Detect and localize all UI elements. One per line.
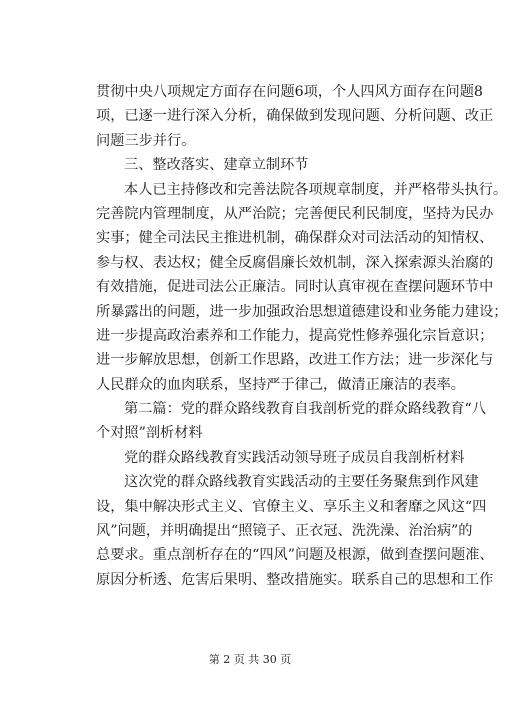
text-line: 有效措施，促进司法公正廉洁。同时认真审视在查摆问题环节中 [96,279,494,296]
text-line: 本人已主持修改和完善法院各项规章制度，并严格带头执行。 [124,181,507,198]
text-line: 所暴露出的问题，进一步加强政治思想道德建设和业务能力建设； [96,303,507,320]
text-line: 第二篇：党的群众路线教育自我剖析党的群众路线教育“八 [124,401,486,418]
text-line: 实事；健全司法民主推进机制，确保群众对司法活动的知情权、 [96,230,494,247]
text-line: 党的群众路线教育实践活动领导班子成员自我剖析材料 [124,449,465,466]
text-line: 参与权、表达权；健全反腐倡廉长效机制，深入探索源头治腐的 [96,254,494,271]
text-line: 人民群众的血肉联系，坚持严于律己，做清正廉洁的表率。 [96,376,465,393]
text-line: 个对照”剖析材料 [96,425,203,442]
text-line: 总要求。重点剖析存在的“四风”问题及根源，做到查摆问题准、 [96,547,494,564]
text-line: 问题三步并行。 [96,132,196,149]
text-line: 风”问题，并明确提出“照镜子、正衣冠、洗洗澡、治治病”的 [96,523,473,540]
text-line: 设，集中解决形式主义、官僚主义、享乐主义和奢靡之风这“四 [96,498,487,515]
text-line: 三、整改落实、建章立制环节 [124,157,309,174]
text-line: 完善院内管理制度，从严治院；完善便民利民制度，坚持为民办 [96,205,494,222]
page-footer: 第 2 页 共 30 页 [208,653,292,666]
text-line: 项，已逐一进行深入分析，确保做到发现问题、分析问题、改正 [96,108,494,125]
text-line: 原因分析透、危害后果明、整改措施实。联系自己的思想和工作 [96,571,494,588]
text-line: 进一步解放思想，创新工作思路，改进工作方法；进一步深化与 [96,352,494,369]
document-body [96,80,507,592]
text-line: 贯彻中央八项规定方面存在问题6项，个人四风方面存在问题8 [96,84,483,100]
text-line: 进一步提高政治素养和工作能力，提高党性修养强化宗旨意识； [96,327,494,344]
text-line: 这次党的群众路线教育实践活动的主要任务聚焦到作风建 [124,474,479,491]
